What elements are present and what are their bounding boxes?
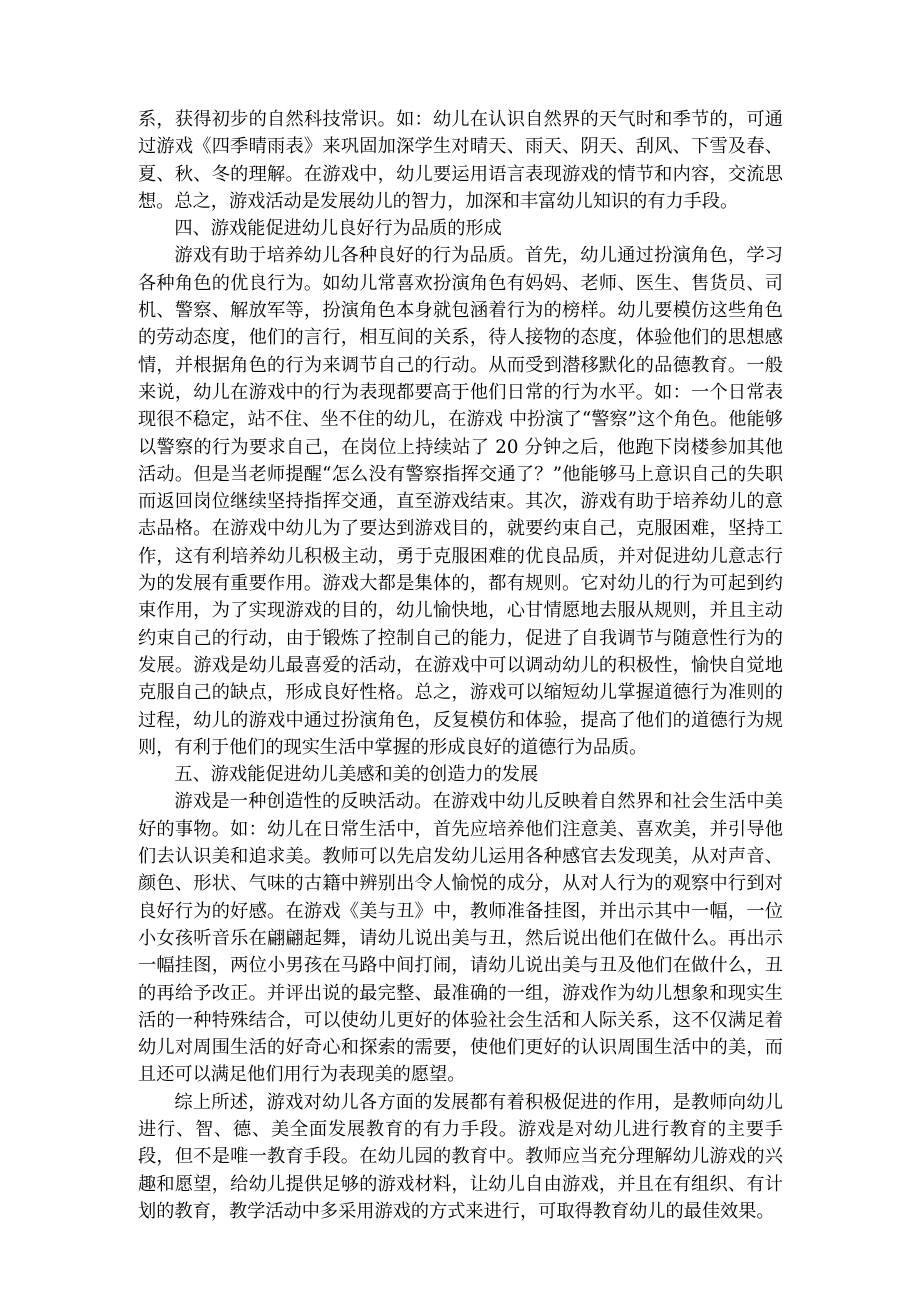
section-heading-four: 四、游戏能促进幼儿良好行为品质的形成 (174, 218, 502, 240)
paragraph-aesthetic: 游戏是一种创造性的反映活动。在游戏中幼儿反映着自然界和社会生活中美好的事物。如：幼儿在日常生活中，首先应培养他们注意美、喜欢美，并引导他们去认识美和追求美。教师可以先启发幼儿运用各种感官去发现美，从对声音、颜色、形状、气味的古籍中辨别出令人愉悦的成分，从对人行为的观察中行到对良好行为的好感。在游戏《美与丑》中，教师准备挂图，并出示其中一幅，一位小女孩听音乐在翩翩起舞，请幼儿说出美与丑，然后说出他们在做什么。再出示一幅挂图，两位小男孩在马路中间打闹，请幼儿说出美与丑及他们在做什么，丑的再给予改正。并评出说的最完整、最准确的一组，游戏作为幼儿想象和现实生活的一种特殊结合，可以使幼儿更好的体验社会生活和人际关系，这不仅满足着幼儿对周围生活的好奇心和探索的需要，使他们更好的认识周围生活中的美，而且还可以满足他们用行为表现美的愿望。 (138, 791, 783, 1086)
paragraph-behavior-quality: 游戏有助于培养幼儿各种良好的行为品质。首先，幼儿通过扮演角色，学习各种角色的优良行为。如幼儿常喜欢扮演角色有妈妈、老师、医生、售货员、司机、警察、解放军等，扮演角色本身就包涵着行为的榜样。幼儿要模仿这些角色的劳动态度，他们的言行，相互间的关系，待人接物的态度，体验他们的思想感情，并根据角色的行为来调节自己的行动。从而受到潜移默化的品德教育。一般来说，幼儿在游戏中的行为表现都要高于他们日常的行为水平。如：一个日常表现很不稳定，站不住、坐不住的幼儿，在游戏 中扮演了“警察”这个角色。他能够以警察的行为要求自己，在岗位上持续站了 20 分钟之后，他跑下岗楼参加其他活动。但是当老师提醒“怎么没有警察指挥交通了？”他能够马上意识自己的失职而返回岗位继续坚持指挥交通，直至游戏结束。其次，游戏有助于培养幼儿的意志品格。在游戏中幼儿为了要达到游戏目的，就要约束自己，克服困难，坚持工作，这有利培养幼儿积极主动，勇于克服困难的优良品质，并对促进幼儿意志行为的发展有重要作用。游戏大都是集体的，都有规则。它对幼儿的行为可起到约束作用，为了实现游戏的目的，幼儿愉快地，心甘情愿地去服从规则，并且主动约束自己的行动，由于锻炼了控制自己的能力，促进了自我调节与随意性行为的发展。游戏是幼儿最喜爱的活动，在游戏中可以调动幼儿的积极性，愉快自觉地克服自己的缺点，形成良好性格。总之，游戏可以缩短幼儿掌握道德行为准则的过程，幼儿的游戏中通过扮演角色，反复模仿和体验，提高了他们的道德行为规则，有利于他们的现实生活中掌握的形成良好的道德行为品质。 (138, 245, 783, 758)
document-page (138, 106, 783, 1225)
section-heading-five: 五、游戏能促进幼儿美感和美的创造力的发展 (174, 764, 539, 786)
paragraph-intro-continuation: 系，获得初步的自然科技常识。如：幼儿在认识自然界的天气时和季节的，可通过游戏《四季晴雨表》来巩固加深学生对晴天、雨天、阴天、刮风、下雪及春、夏、秋、冬的理解。在游戏中，幼儿要运用语言表现游戏的情节和内容，交流思想。总之，游戏活动是发展幼儿的智力，加深和丰富幼儿知识的有力手段。 (138, 109, 783, 212)
paragraph-conclusion: 综上所述，游戏对幼儿各方面的发展都有着积极促进的作用，是教师向幼儿进行、智、德、美全面发展教育的有力手段。游戏是对幼儿进行教育的主要手段，但不是唯一教育手段。在幼儿园的教育中。教师应当充分理解幼儿游戏的兴趣和愿望，给幼儿提供足够的游戏材料，让幼儿自由游戏，并且在有组织、有计划的教育，教学活动中多采用游戏的方式来进行，可取得教育幼儿的最佳效果。 (138, 1091, 783, 1222)
